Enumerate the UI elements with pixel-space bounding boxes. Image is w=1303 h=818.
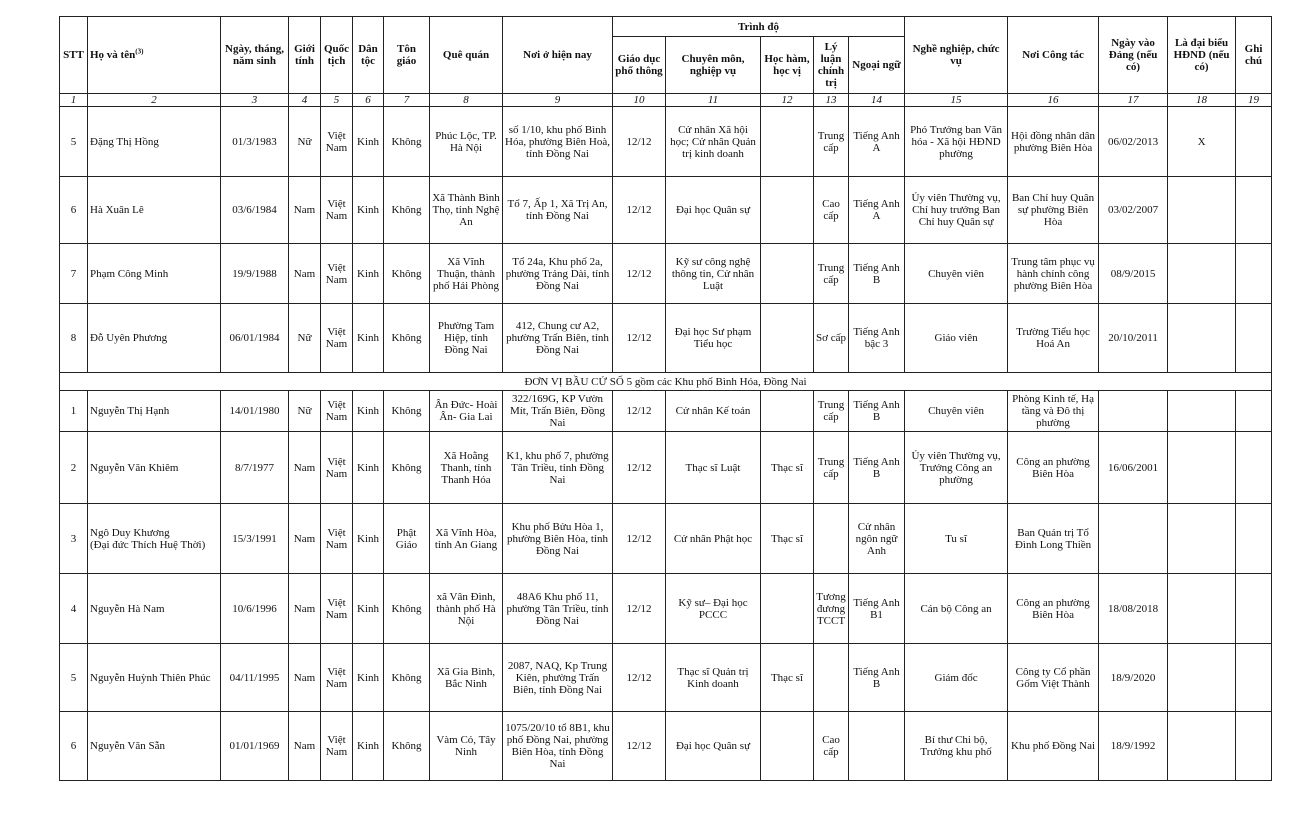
cell-acad xyxy=(761,712,814,781)
cell-gender: Nam xyxy=(289,712,321,781)
cell-gen: 12/12 xyxy=(613,644,666,712)
column-number: 14 xyxy=(849,94,905,107)
table-row xyxy=(60,177,1272,244)
col-occupation: Nghề nghiệp, chức vụ xyxy=(905,17,1008,94)
cell-name xyxy=(88,244,221,304)
cell-pol: Trung cấp xyxy=(814,244,849,304)
column-number: 5 xyxy=(321,94,353,107)
cell-gender: Nữ xyxy=(289,107,321,177)
table-row xyxy=(60,712,1272,781)
col-professional: Chuyên môn, nghiệp vụ xyxy=(666,37,761,94)
cell-deleg xyxy=(1168,504,1236,574)
cell-rel: Không xyxy=(384,244,430,304)
cell-deleg xyxy=(1168,644,1236,712)
cell-home: Phường Tam Hiệp, tỉnh Đồng Nai xyxy=(430,304,503,373)
cell-eth: Kinh xyxy=(353,177,384,244)
cell-stt: 6 xyxy=(60,712,88,781)
cell-party: 08/9/2015 xyxy=(1099,244,1168,304)
cell-deleg xyxy=(1168,712,1236,781)
person-name: Đặng Thị Hồng xyxy=(90,135,159,148)
person-name: Ngô Duy Khương xyxy=(90,526,170,539)
cell-occ: Giám đốc xyxy=(905,644,1008,712)
cell-stt: 5 xyxy=(60,107,88,177)
cell-name xyxy=(88,504,221,574)
cell-rel: Không xyxy=(384,644,430,712)
cell-res: 2087, NAQ, Kp Trung Kiên, phường Trấn Biên, tỉnh Đồng Nai xyxy=(503,644,613,712)
cell-note xyxy=(1236,712,1272,781)
cell-eth: Kinh xyxy=(353,304,384,373)
table-row xyxy=(60,574,1272,644)
cell-dob: 03/6/1984 xyxy=(221,177,289,244)
cell-deleg xyxy=(1168,574,1236,644)
cell-occ: Ủy viên Thường vụ, Trưởng Công an phường xyxy=(905,432,1008,504)
cell-name xyxy=(88,432,221,504)
cell-stt: 6 xyxy=(60,177,88,244)
col-residence: Nơi ở hiện nay xyxy=(503,17,613,94)
table-row xyxy=(60,432,1272,504)
table-row xyxy=(60,391,1272,432)
cell-work: Ban Quản trị Tổ Đình Long Thiền xyxy=(1008,504,1099,574)
cell-note xyxy=(1236,391,1272,432)
column-number: 19 xyxy=(1236,94,1272,107)
cell-acad: Thạc sĩ xyxy=(761,432,814,504)
cell-name xyxy=(88,177,221,244)
cell-res: 322/169G, KP Vườn Mít, Trấn Biên, Đồng Nai xyxy=(503,391,613,432)
col-language: Ngoại ngữ xyxy=(849,37,905,94)
cell-res: 1075/20/10 tổ 8B1, khu phố Đồng Nai, phường Biên Hòa, tỉnh Đồng Nai xyxy=(503,712,613,781)
cell-nat: Việt Nam xyxy=(321,712,353,781)
cell-lang: Tiếng Anh B xyxy=(849,244,905,304)
column-number: 17 xyxy=(1099,94,1168,107)
cell-work: Trường Tiểu học Hoá An xyxy=(1008,304,1099,373)
column-number: 6 xyxy=(353,94,384,107)
cell-party xyxy=(1099,391,1168,432)
cell-eth: Kinh xyxy=(353,574,384,644)
candidate-table xyxy=(59,16,1272,781)
cell-acad xyxy=(761,244,814,304)
column-number: 13 xyxy=(814,94,849,107)
cell-party: 03/02/2007 xyxy=(1099,177,1168,244)
cell-stt: 5 xyxy=(60,644,88,712)
col-academic: Học hàm, học vị xyxy=(761,37,814,94)
cell-work: Công ty Cổ phần Gốm Việt Thành xyxy=(1008,644,1099,712)
cell-nat: Việt Nam xyxy=(321,432,353,504)
column-number-row xyxy=(60,94,1272,107)
cell-lang: Tiếng Anh A xyxy=(849,177,905,244)
cell-gen: 12/12 xyxy=(613,304,666,373)
cell-res: số 1/10, khu phố Bình Hóa, phường Biên Hoà, tỉnh Đồng Nai xyxy=(503,107,613,177)
cell-note xyxy=(1236,107,1272,177)
cell-pol: Sơ cấp xyxy=(814,304,849,373)
cell-nat: Việt Nam xyxy=(321,107,353,177)
cell-acad xyxy=(761,177,814,244)
cell-occ: Giáo viên xyxy=(905,304,1008,373)
person-name: Phạm Công Minh xyxy=(90,267,169,280)
cell-party: 18/08/2018 xyxy=(1099,574,1168,644)
cell-prof: Cử nhân Xã hội học; Cử nhân Quản trị kinh doanh xyxy=(666,107,761,177)
cell-note xyxy=(1236,644,1272,712)
person-name: Hà Xuân Lê xyxy=(90,204,144,216)
cell-occ: Tu sĩ xyxy=(905,504,1008,574)
col-dob: Ngày, tháng, năm sinh xyxy=(221,17,289,94)
cell-occ: Cán bộ Công an xyxy=(905,574,1008,644)
cell-res: Khu phố Bửu Hòa 1, phường Biên Hòa, tỉnh Đồng Nai xyxy=(503,504,613,574)
cell-note xyxy=(1236,574,1272,644)
col-education-group: Trình độ xyxy=(613,17,905,37)
cell-lang: Tiếng Anh B xyxy=(849,644,905,712)
cell-stt: 2 xyxy=(60,432,88,504)
cell-deleg xyxy=(1168,304,1236,373)
col-stt: STT xyxy=(60,17,88,94)
cell-deleg: X xyxy=(1168,107,1236,177)
cell-rel: Không xyxy=(384,304,430,373)
cell-rel: Không xyxy=(384,712,430,781)
cell-work: Trung tâm phục vụ hành chính công phường Biên Hòa xyxy=(1008,244,1099,304)
column-number: 7 xyxy=(384,94,430,107)
table-row xyxy=(60,304,1272,373)
cell-prof: Kỹ sư– Đại học PCCC xyxy=(666,574,761,644)
cell-home: Xã Vĩnh Hòa, tỉnh An Giang xyxy=(430,504,503,574)
cell-rel: Không xyxy=(384,107,430,177)
section-title: ĐƠN VỊ BẦU CỬ SỐ 5 gồm các Khu phố Bình Hóa, Đồng Nai xyxy=(60,373,1272,391)
cell-lang: Tiếng Anh B xyxy=(849,432,905,504)
table-row xyxy=(60,504,1272,574)
cell-prof: Cử nhân Kế toán xyxy=(666,391,761,432)
cell-prof: Thạc sĩ Quản trị Kinh doanh xyxy=(666,644,761,712)
cell-pol: Trung cấp xyxy=(814,107,849,177)
cell-stt: 8 xyxy=(60,304,88,373)
cell-occ: Ủy viên Thường vụ, Chỉ huy trưởng Ban Chỉ huy Quân sự xyxy=(905,177,1008,244)
cell-nat: Việt Nam xyxy=(321,304,353,373)
cell-party: 20/10/2011 xyxy=(1099,304,1168,373)
table-row xyxy=(60,107,1272,177)
column-number: 2 xyxy=(88,94,221,107)
col-note: Ghi chú xyxy=(1236,17,1272,94)
cell-note xyxy=(1236,244,1272,304)
cell-gen: 12/12 xyxy=(613,177,666,244)
cell-stt: 3 xyxy=(60,504,88,574)
col-party-date: Ngày vào Đảng (nếu có) xyxy=(1099,17,1168,94)
cell-res: 48A6 Khu phố 11, phường Tân Triều, tỉnh Đồng Nai xyxy=(503,574,613,644)
person-name: Nguyễn Thị Hạnh xyxy=(90,405,170,417)
cell-gen: 12/12 xyxy=(613,504,666,574)
cell-acad: Thạc sĩ xyxy=(761,504,814,574)
cell-eth: Kinh xyxy=(353,107,384,177)
person-name: Nguyễn Văn Sẵn xyxy=(90,740,165,752)
cell-lang xyxy=(849,712,905,781)
cell-stt: 4 xyxy=(60,574,88,644)
cell-nat: Việt Nam xyxy=(321,244,353,304)
cell-note xyxy=(1236,504,1272,574)
col-hometown: Quê quán xyxy=(430,17,503,94)
column-number: 9 xyxy=(503,94,613,107)
cell-pol: Cao cấp xyxy=(814,177,849,244)
cell-gender: Nam xyxy=(289,574,321,644)
cell-gen: 12/12 xyxy=(613,107,666,177)
cell-lang: Tiếng Anh A xyxy=(849,107,905,177)
cell-stt: 1 xyxy=(60,391,88,432)
cell-rel: Không xyxy=(384,391,430,432)
cell-home: Xã Hoằng Thanh, tỉnh Thanh Hóa xyxy=(430,432,503,504)
cell-lang: Tiếng Anh bậc 3 xyxy=(849,304,905,373)
cell-party: 18/9/2020 xyxy=(1099,644,1168,712)
cell-deleg xyxy=(1168,432,1236,504)
cell-nat: Việt Nam xyxy=(321,574,353,644)
column-number: 12 xyxy=(761,94,814,107)
cell-home: Xã Gia Bình, Bắc Ninh xyxy=(430,644,503,712)
cell-rel: Không xyxy=(384,574,430,644)
cell-work: Hội đồng nhân dân phường Biên Hòa xyxy=(1008,107,1099,177)
cell-acad xyxy=(761,304,814,373)
cell-prof: Thạc sĩ Luật xyxy=(666,432,761,504)
cell-pol: Tương đương TCCT xyxy=(814,574,849,644)
cell-occ: Chuyên viên xyxy=(905,391,1008,432)
cell-name xyxy=(88,304,221,373)
cell-occ: Chuyên viên xyxy=(905,244,1008,304)
cell-acad: Thạc sĩ xyxy=(761,644,814,712)
cell-gender: Nam xyxy=(289,177,321,244)
cell-party xyxy=(1099,504,1168,574)
cell-nat: Việt Nam xyxy=(321,391,353,432)
cell-res: K1, khu phố 7, phường Tân Triều, tỉnh Đồng Nai xyxy=(503,432,613,504)
col-ethnicity: Dân tộc xyxy=(353,17,384,94)
cell-gen: 12/12 xyxy=(613,244,666,304)
cell-acad xyxy=(761,107,814,177)
cell-work: Phòng Kinh tế, Hạ tầng và Đô thị phường xyxy=(1008,391,1099,432)
person-name: Nguyễn Huỳnh Thiên Phúc xyxy=(90,671,211,684)
cell-nat: Việt Nam xyxy=(321,177,353,244)
cell-lang: Tiếng Anh B1 xyxy=(849,574,905,644)
cell-dob: 14/01/1980 xyxy=(221,391,289,432)
cell-pol: Trung cấp xyxy=(814,391,849,432)
cell-gender: Nam xyxy=(289,244,321,304)
cell-home: Ân Đức- Hoài Ân- Gia Lai xyxy=(430,391,503,432)
col-religion: Tôn giáo xyxy=(384,17,430,94)
cell-rel: Phật Giáo xyxy=(384,504,430,574)
cell-dob: 8/7/1977 xyxy=(221,432,289,504)
cell-occ: Bí thư Chi bộ, Trưởng khu phố xyxy=(905,712,1008,781)
cell-note xyxy=(1236,304,1272,373)
cell-pol: Trung cấp xyxy=(814,432,849,504)
cell-eth: Kinh xyxy=(353,244,384,304)
cell-prof: Kỹ sư công nghệ thông tin, Cử nhân Luật xyxy=(666,244,761,304)
cell-dob: 19/9/1988 xyxy=(221,244,289,304)
col-political: Lý luận chính trị xyxy=(814,37,849,94)
cell-gender: Nữ xyxy=(289,391,321,432)
col-gender: Giới tính xyxy=(289,17,321,94)
col-name-label: Họ và tên xyxy=(90,49,136,61)
cell-name xyxy=(88,712,221,781)
cell-acad xyxy=(761,574,814,644)
cell-prof: Đại học Quân sự xyxy=(666,177,761,244)
cell-eth: Kinh xyxy=(353,432,384,504)
cell-name xyxy=(88,574,221,644)
cell-rel: Không xyxy=(384,177,430,244)
cell-work: Khu phố Đồng Nai xyxy=(1008,712,1099,781)
cell-work: Công an phường Biên Hòa xyxy=(1008,432,1099,504)
person-name: Đỗ Uyên Phương xyxy=(90,332,168,344)
cell-res: Tổ 7, Ấp 1, Xã Trị An, tỉnh Đồng Nai xyxy=(503,177,613,244)
cell-party: 18/9/1992 xyxy=(1099,712,1168,781)
cell-deleg xyxy=(1168,244,1236,304)
cell-gen: 12/12 xyxy=(613,391,666,432)
column-number: 3 xyxy=(221,94,289,107)
cell-pol xyxy=(814,644,849,712)
cell-home: Xã Vĩnh Thuận, thành phố Hải Phòng xyxy=(430,244,503,304)
cell-occ: Phó Trưởng ban Văn hóa - Xã hội HĐND phường xyxy=(905,107,1008,177)
column-number: 11 xyxy=(666,94,761,107)
cell-rel: Không xyxy=(384,432,430,504)
cell-name xyxy=(88,107,221,177)
cell-lang: Tiếng Anh B xyxy=(849,391,905,432)
column-number: 1 xyxy=(60,94,88,107)
cell-eth: Kinh xyxy=(353,644,384,712)
cell-eth: Kinh xyxy=(353,391,384,432)
column-number: 15 xyxy=(905,94,1008,107)
cell-prof: Đại học Quân sự xyxy=(666,712,761,781)
cell-pol xyxy=(814,504,849,574)
cell-eth: Kinh xyxy=(353,504,384,574)
cell-note xyxy=(1236,177,1272,244)
cell-name xyxy=(88,644,221,712)
cell-acad xyxy=(761,391,814,432)
column-number: 18 xyxy=(1168,94,1236,107)
cell-dob: 01/01/1969 xyxy=(221,712,289,781)
cell-party: 06/02/2013 xyxy=(1099,107,1168,177)
col-name xyxy=(88,17,221,94)
col-name-sup: (3) xyxy=(135,47,144,56)
person-name: Nguyễn Hà Nam xyxy=(90,602,165,615)
cell-gen: 12/12 xyxy=(613,712,666,781)
cell-pol: Cao cấp xyxy=(814,712,849,781)
cell-gender: Nam xyxy=(289,644,321,712)
cell-dob: 01/3/1983 xyxy=(221,107,289,177)
col-general-edu: Giáo dục phổ thông xyxy=(613,37,666,94)
cell-res: Tổ 24a, Khu phố 2a, phường Trảng Dài, tỉnh Đồng Nai xyxy=(503,244,613,304)
column-number: 4 xyxy=(289,94,321,107)
cell-deleg xyxy=(1168,391,1236,432)
cell-gen: 12/12 xyxy=(613,574,666,644)
cell-home: Phúc Lộc, TP. Hà Nội xyxy=(430,107,503,177)
col-delegate: Là đại biểu HĐND (nếu có) xyxy=(1168,17,1236,94)
cell-gender: Nữ xyxy=(289,304,321,373)
section-row xyxy=(60,373,1272,391)
table-row xyxy=(60,244,1272,304)
cell-name xyxy=(88,391,221,432)
person-name: Nguyễn Văn Khiêm xyxy=(90,461,179,474)
cell-home: Vàm Cỏ, Tây Ninh xyxy=(430,712,503,781)
cell-stt: 7 xyxy=(60,244,88,304)
cell-home: xã Vân Đình, thành phố Hà Nội xyxy=(430,574,503,644)
column-number: 10 xyxy=(613,94,666,107)
cell-lang: Cử nhân ngôn ngữ Anh xyxy=(849,504,905,574)
cell-dob: 06/01/1984 xyxy=(221,304,289,373)
col-workplace: Nơi Công tác xyxy=(1008,17,1099,94)
cell-party: 16/06/2001 xyxy=(1099,432,1168,504)
cell-prof: Cử nhân Phật học xyxy=(666,504,761,574)
cell-gen: 12/12 xyxy=(613,432,666,504)
cell-dob: 15/3/1991 xyxy=(221,504,289,574)
cell-dob: 04/11/1995 xyxy=(221,644,289,712)
cell-prof: Đại học Sư phạm Tiểu học xyxy=(666,304,761,373)
table-row xyxy=(60,644,1272,712)
cell-nat: Việt Nam xyxy=(321,504,353,574)
col-nationality: Quốc tịch xyxy=(321,17,353,94)
cell-dob: 10/6/1996 xyxy=(221,574,289,644)
cell-res: 412, Chung cư A2, phường Trấn Biên, tỉnh Đồng Nai xyxy=(503,304,613,373)
person-alias: (Đại đức Thích Huệ Thời) xyxy=(90,538,206,551)
cell-eth: Kinh xyxy=(353,712,384,781)
cell-deleg xyxy=(1168,177,1236,244)
cell-home: Xã Thành Bình Thọ, tỉnh Nghệ An xyxy=(430,177,503,244)
cell-note xyxy=(1236,432,1272,504)
column-number: 8 xyxy=(430,94,503,107)
cell-work: Công an phường Biên Hòa xyxy=(1008,574,1099,644)
cell-gender: Nam xyxy=(289,504,321,574)
cell-gender: Nam xyxy=(289,432,321,504)
cell-work: Ban Chỉ huy Quân sự phường Biên Hòa xyxy=(1008,177,1099,244)
cell-nat: Việt Nam xyxy=(321,644,353,712)
column-number: 16 xyxy=(1008,94,1099,107)
